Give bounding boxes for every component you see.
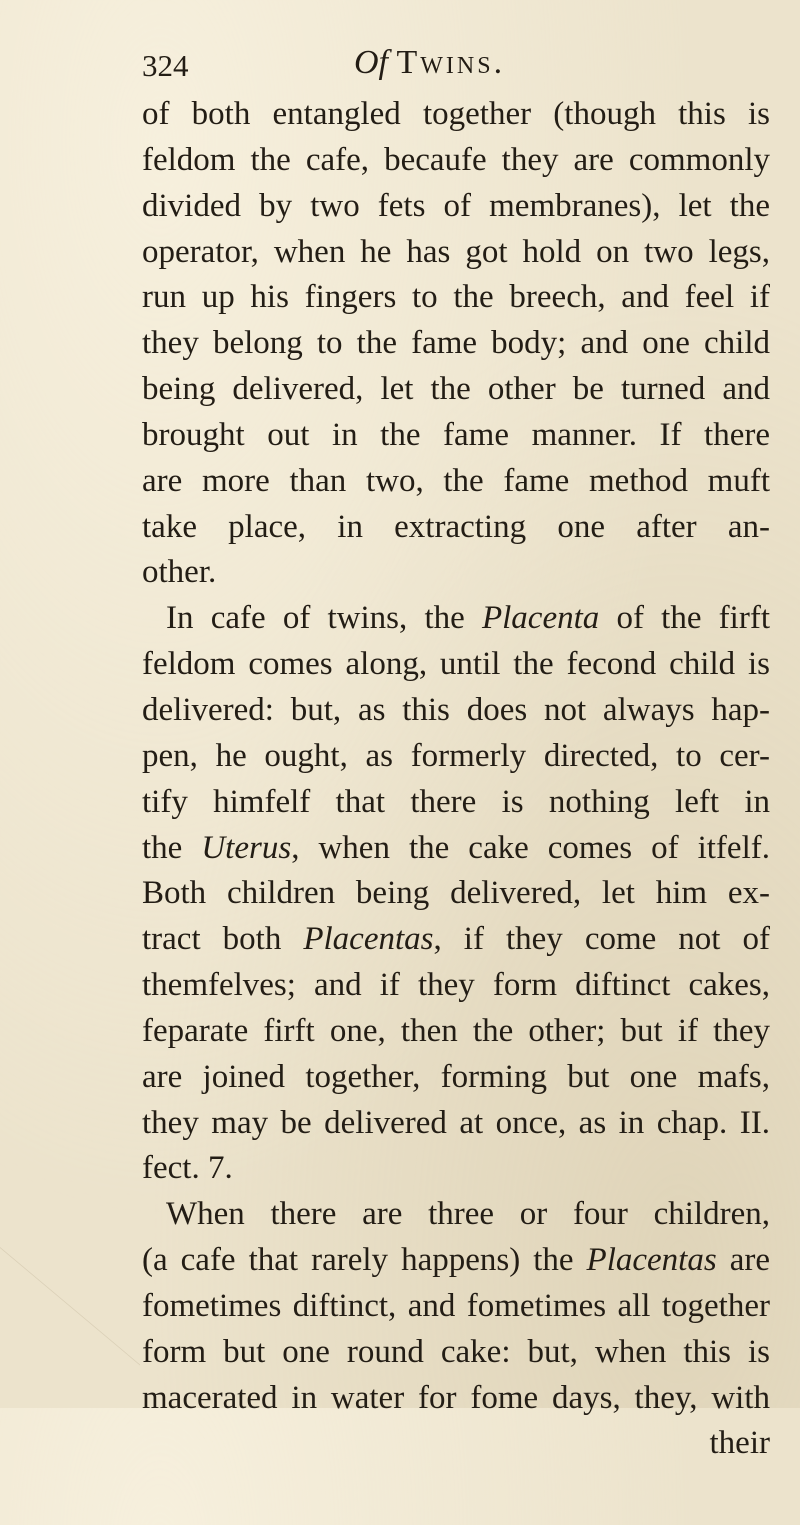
text-run: form but one round cake: but, when this is <box>142 1333 770 1370</box>
italic-term: Placentas <box>586 1242 717 1279</box>
text-run: the <box>142 829 202 866</box>
text-line <box>142 642 770 688</box>
body-text <box>142 92 770 1467</box>
text-line <box>142 1055 770 1101</box>
text-run: run up his fingers to the breech, and feel if <box>142 279 770 316</box>
text-run: delivered: but, as this does not always hap- <box>142 691 770 728</box>
text-run: brought out in the fame manner. If there <box>142 416 770 453</box>
text-run: other. <box>142 554 217 591</box>
text-line <box>142 688 770 734</box>
text-line <box>142 184 770 230</box>
text-run: , if they come not of <box>433 921 770 958</box>
text-line <box>142 871 770 917</box>
italic-term: Placentas <box>303 921 434 958</box>
text-run: themfelves; and if they form diftinct cakes, <box>142 967 770 1004</box>
catchword <box>142 1421 770 1467</box>
text-line <box>142 459 770 505</box>
running-title-prefix: Of <box>354 44 388 81</box>
text-run: of both entangled together (though this is <box>142 96 770 132</box>
text-run: feldom comes along, until the fecond child is <box>142 646 770 683</box>
text-line <box>142 138 770 184</box>
page-number: 324 <box>142 48 189 83</box>
italic-term: Placenta <box>481 600 600 637</box>
text-line <box>142 550 770 596</box>
text-run: (a cafe that rarely happens) the <box>142 1242 587 1279</box>
text-line <box>142 275 770 321</box>
text-line <box>142 1101 770 1147</box>
text-run: In cafe of twins, the <box>166 600 482 637</box>
text-run: of the firft <box>599 600 770 637</box>
page-fold-shadow <box>0 1247 140 1525</box>
text-run: , when the cake comes of itfelf. <box>291 829 770 866</box>
text-run: Both children being delivered, let him ex- <box>142 875 770 912</box>
text-run: being delivered, let the other be turned and <box>142 371 770 408</box>
text-line <box>142 321 770 367</box>
text-line <box>142 1146 770 1192</box>
text-run: tract both <box>142 921 304 958</box>
text-run: they belong to the fame body; and one child <box>142 325 770 362</box>
text-run: their <box>709 1425 770 1462</box>
text-run: are more than two, the fame method muft <box>142 462 770 499</box>
running-head <box>142 42 740 92</box>
running-title <box>354 44 505 82</box>
text-line <box>142 367 770 413</box>
text-line <box>142 1009 770 1055</box>
text-line <box>142 917 770 963</box>
text-line <box>142 1192 770 1238</box>
text-line <box>142 92 770 138</box>
text-run: feldom the cafe, becaufe they are commonly <box>142 141 770 178</box>
text-run: fect. 7. <box>142 1150 233 1187</box>
text-run: fometimes diftinct, and fometimes all together <box>142 1287 770 1324</box>
text-line <box>142 1376 770 1422</box>
text-line <box>142 826 770 872</box>
running-title-main: Twins. <box>396 44 506 81</box>
text-line <box>142 1238 770 1284</box>
text-line <box>142 596 770 642</box>
text-run: operator, when he has got hold on two legs, <box>142 233 770 270</box>
text-line <box>142 1330 770 1376</box>
text-run: take place, in extracting one after an- <box>142 508 770 545</box>
text-line <box>142 963 770 1009</box>
text-run: tify himfelf that there is nothing left in <box>142 783 770 820</box>
text-line <box>142 505 770 551</box>
text-line <box>142 1284 770 1330</box>
text-line <box>142 734 770 780</box>
text-run: divided by two fets of membranes), let the <box>142 187 770 224</box>
text-line <box>142 780 770 826</box>
text-line <box>142 230 770 276</box>
italic-term: Uterus <box>201 829 292 866</box>
text-line <box>142 413 770 459</box>
text-run: are joined together, forming but one mafs, <box>142 1058 770 1095</box>
text-run: are <box>716 1242 770 1279</box>
text-run: macerated in water for fome days, they, with <box>142 1379 770 1416</box>
text-run: When there are three or four children, <box>166 1196 770 1233</box>
text-run: feparate firft one, then the other; but if they <box>142 1012 770 1049</box>
text-run: pen, he ought, as formerly directed, to cer- <box>142 737 770 774</box>
text-run: they may be delivered at once, as in chap. II. <box>142 1104 770 1141</box>
